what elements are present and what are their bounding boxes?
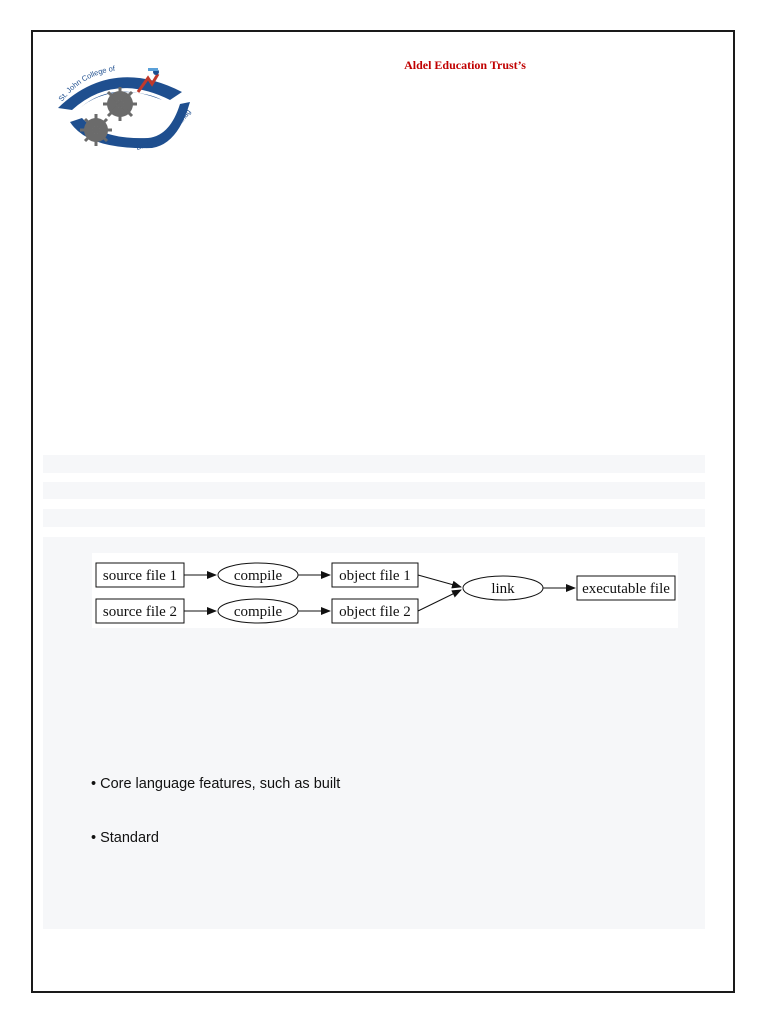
trust-title: Aldel Education Trust’s bbox=[404, 58, 526, 72]
logo-arc-bottom-text: Engineering & Manag bbox=[135, 108, 193, 152]
executable-file-label: executable file bbox=[582, 581, 670, 597]
logo-arc-top-text: St. John College of bbox=[56, 63, 116, 104]
bullet-item: • Standard bbox=[91, 830, 159, 846]
college-logo-icon bbox=[52, 62, 200, 156]
object-file-1-label: object file 1 bbox=[339, 568, 411, 584]
compilation-diagram bbox=[92, 553, 678, 628]
bullet-item: • Core language features, such as built bbox=[91, 776, 341, 792]
source-file-2-label: source file 2 bbox=[102, 604, 178, 620]
compile-1-label: compile bbox=[233, 568, 283, 584]
compile-2-label: compile bbox=[233, 604, 283, 620]
text-band bbox=[43, 482, 705, 499]
source-file-1-label: source file 1 bbox=[102, 568, 178, 584]
object-file-2-label: object file 2 bbox=[339, 604, 411, 620]
text-band bbox=[43, 455, 705, 473]
text-band bbox=[43, 509, 705, 527]
link-label: link bbox=[491, 581, 515, 597]
